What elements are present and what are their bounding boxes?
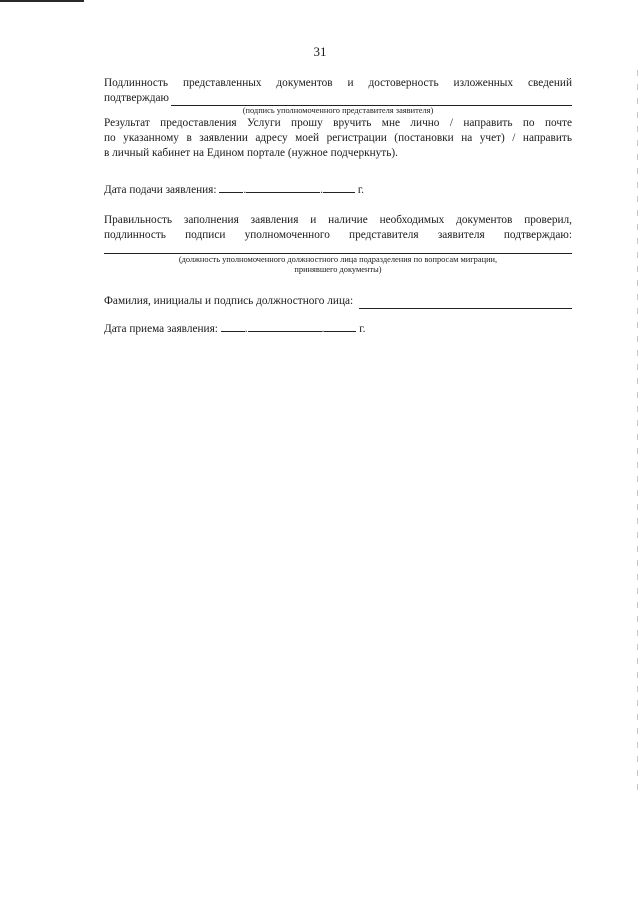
result-delivery-line-1: Результат предоставления Услуги прошу вручить мне лично / направить по почте bbox=[104, 117, 572, 129]
acceptance-date-separator: . bbox=[321, 323, 325, 335]
page-number: 31 bbox=[313, 44, 327, 59]
submission-year-suffix: г. bbox=[357, 184, 365, 196]
submission-date-separator: . bbox=[243, 184, 247, 196]
submission-month-field[interactable] bbox=[246, 181, 320, 193]
result-delivery-line-2: по указанному в заявлении адресу моей регистрации (постановки на учет) / направить bbox=[104, 132, 572, 144]
acceptance-date-label: Дата приема заявления: bbox=[104, 323, 218, 335]
official-signature-line[interactable] bbox=[359, 296, 572, 309]
acceptance-year-suffix: г. bbox=[359, 323, 366, 335]
verification-line-1: Правильность заполнения заявления и наличие необходимых документов проверил, bbox=[104, 214, 572, 226]
acceptance-year-field[interactable] bbox=[324, 320, 356, 332]
submission-day-field[interactable] bbox=[219, 181, 243, 193]
acceptance-date-row bbox=[104, 320, 572, 337]
official-position-line[interactable] bbox=[104, 252, 572, 254]
acceptance-date-separator: . bbox=[244, 323, 248, 335]
submission-date-separator: . bbox=[320, 184, 323, 196]
submission-date-row bbox=[104, 181, 572, 198]
scan-edge-shadow bbox=[637, 70, 638, 790]
representative-signature-line[interactable] bbox=[171, 93, 572, 106]
submission-date-label: Дата подачи заявления: bbox=[104, 184, 217, 196]
official-position-caption-2: принявшего документы) bbox=[294, 265, 382, 274]
authenticity-confirm-label: подтверждаю bbox=[104, 92, 169, 104]
acceptance-month-field[interactable] bbox=[248, 320, 322, 332]
official-position-caption-1: (должность уполномоченного должностного лица подразделения по вопросам миграции, bbox=[178, 255, 498, 264]
acceptance-day-field[interactable] bbox=[221, 320, 245, 332]
authenticity-signature-row bbox=[104, 91, 572, 106]
authenticity-statement: Подлинность представленных документов и достоверность изложенных сведений bbox=[104, 77, 572, 89]
scan-edge-mark bbox=[0, 0, 84, 2]
submission-year-field[interactable] bbox=[323, 181, 355, 193]
representative-signature-caption: (подпись уполномоченного представителя заявителя) bbox=[242, 106, 434, 115]
form-content bbox=[104, 76, 572, 337]
result-delivery-line-3: в личный кабинет на Едином портале (нужное подчеркнуть). bbox=[104, 147, 398, 159]
official-signature-row bbox=[104, 294, 572, 309]
verification-line-2: подлинность подписи уполномоченного представителя заявителя подтверждаю: bbox=[104, 229, 572, 241]
official-signature-label: Фамилия, инициалы и подпись должностного лица: bbox=[104, 295, 354, 307]
